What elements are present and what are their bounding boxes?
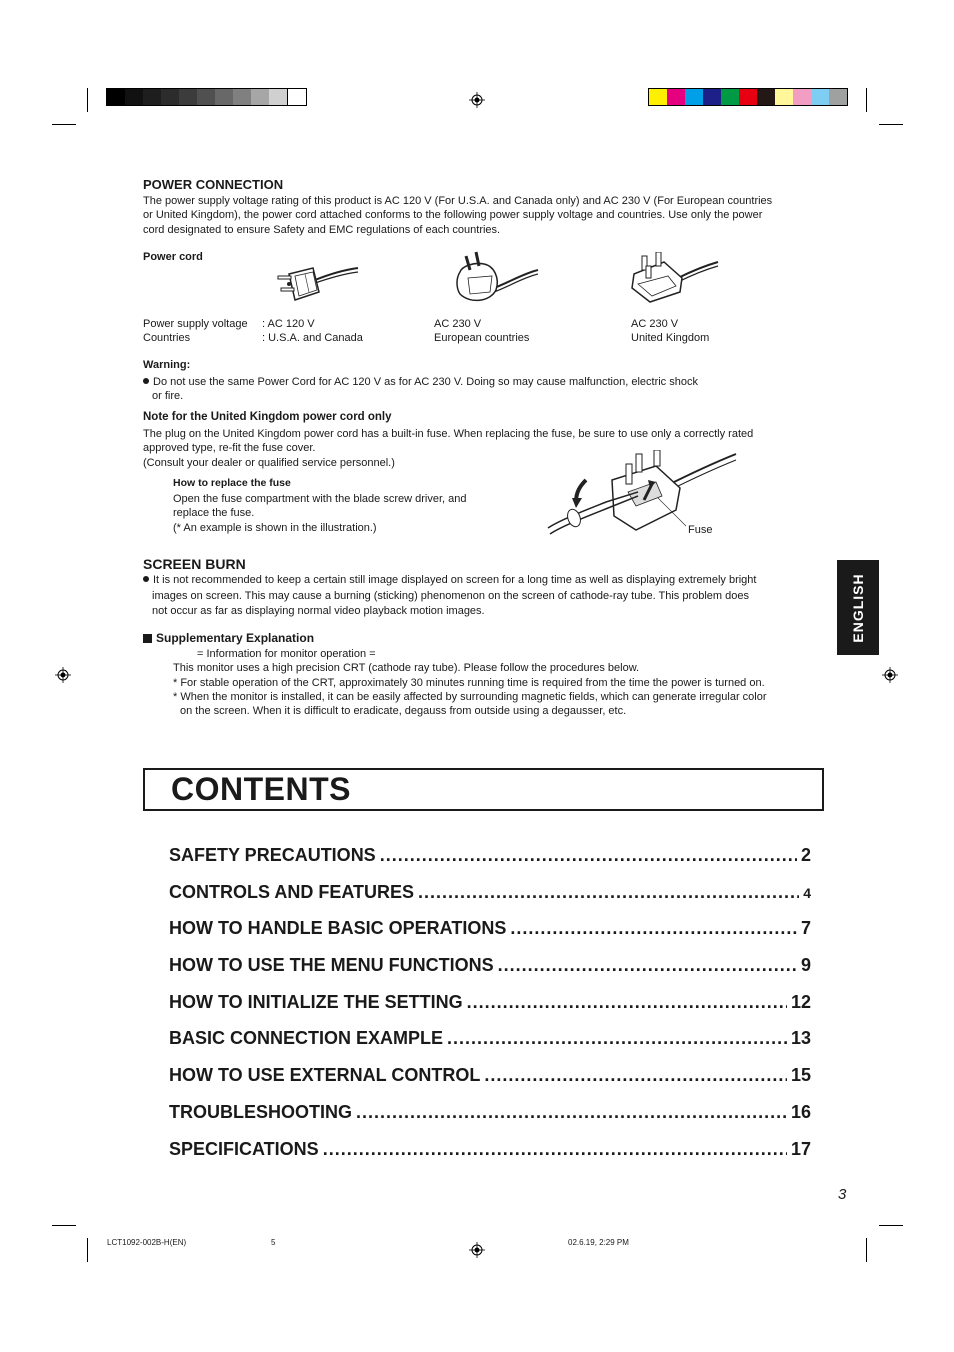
cord-eu-countries: European countries bbox=[434, 332, 530, 344]
cord-uk-voltage: AC 230 V bbox=[631, 318, 679, 330]
footer-timestamp: 02.6.19, 2:29 PM bbox=[568, 1238, 629, 1247]
toc-item[interactable]: HOW TO USE THE MENU FUNCTIONS ..... 9 bbox=[169, 955, 811, 976]
language-tab bbox=[837, 560, 879, 655]
cord-us-voltage: : AC 120 V bbox=[262, 318, 315, 330]
registration-mark-icon bbox=[469, 1242, 485, 1258]
eu-plug-icon bbox=[450, 248, 540, 306]
toc-item[interactable]: CONTROLS AND FEATURES ..... 4 bbox=[169, 882, 811, 903]
warning-text: Do not use the same Power Cord for AC 120 V as for AC 230 V. Doing so may cause malfunction, electric shock or fire. bbox=[143, 375, 833, 404]
crop-mark bbox=[866, 1238, 867, 1262]
registration-mark-icon bbox=[469, 92, 485, 108]
crop-mark bbox=[879, 1225, 903, 1226]
supplementary-heading: Supplementary Explanation bbox=[143, 631, 314, 645]
contents-title-box bbox=[143, 768, 824, 811]
toc-item[interactable]: HOW TO HANDLE BASIC OPERATIONS ..... 7 bbox=[169, 918, 811, 939]
crop-mark bbox=[87, 1238, 88, 1262]
color-scale-bar bbox=[648, 88, 848, 106]
toc-item[interactable]: SAFETY PRECAUTIONS ..... 2 bbox=[169, 845, 811, 866]
page-number: 3 bbox=[838, 1186, 847, 1203]
uk-plug-icon bbox=[628, 252, 720, 304]
registration-mark-icon bbox=[882, 667, 898, 683]
language-tab-label: ENGLISH bbox=[850, 572, 866, 643]
crop-mark bbox=[866, 88, 867, 112]
crop-mark bbox=[52, 124, 76, 125]
power-connection-heading: POWER CONNECTION bbox=[143, 177, 284, 192]
square-bullet-icon bbox=[143, 634, 152, 643]
warning-heading: Warning: bbox=[143, 359, 191, 371]
footer-sheet: 5 bbox=[271, 1238, 276, 1247]
countries-row-label: Countries bbox=[143, 332, 191, 344]
crop-mark bbox=[52, 1225, 76, 1226]
voltage-row-label: Power supply voltage bbox=[143, 318, 248, 330]
fuse-label: Fuse bbox=[688, 524, 713, 536]
uk-note-heading: Note for the United Kingdom power cord only bbox=[143, 411, 392, 423]
power-connection-intro: The power supply voltage rating of this product is AC 120 V (For U.S.A. and Canada only) and AC 230 V (For European countries or United Kingdom), the power cord attached conforms to the following power supply voltage and countries. Use only the power cord designated to ensure Safety and EMC regulations of each countries. bbox=[143, 195, 773, 236]
toc-item[interactable]: TROUBLESHOOTING ..... 16 bbox=[169, 1102, 811, 1123]
fuse-heading: How to replace the fuse bbox=[173, 477, 291, 489]
bullet-icon bbox=[143, 576, 149, 582]
toc-item[interactable]: HOW TO USE EXTERNAL CONTROL ..... 15 bbox=[169, 1065, 811, 1086]
cord-us-countries: : U.S.A. and Canada bbox=[262, 332, 363, 344]
supplementary-text: = Information for monitor operation = This monitor uses a high precision CRT (cathode ray tube). Please follow the procedures below. * For stable operation of the CRT, approximately 30 minutes running time is required from the time the power is turned on. * When the monitor is installed, it can be easily affected by surrounding magnetic fields, which can generate irregular color on the screen. When it is difficult to eradicate, degauss from outside using a degausser, etc. bbox=[173, 648, 767, 718]
bullet-icon bbox=[143, 378, 149, 384]
crop-mark bbox=[87, 88, 88, 112]
contents-title: CONTENTS bbox=[171, 771, 351, 807]
fuse-instructions: Open the fuse compartment with the blade screw driver, and replace the fuse. (* An example is shown in the illustration.) bbox=[173, 493, 467, 534]
toc-item[interactable]: HOW TO INITIALIZE THE SETTING ..... 12 bbox=[169, 992, 811, 1013]
footer-code: LCT1092-002B-H(EN) bbox=[107, 1238, 187, 1247]
cord-uk-countries: United Kingdom bbox=[631, 332, 710, 344]
registration-mark-icon bbox=[55, 667, 71, 683]
screen-burn-heading: SCREEN BURN bbox=[143, 556, 246, 572]
toc-item[interactable]: SPECIFICATIONS ..... 17 bbox=[169, 1139, 811, 1160]
gray-scale-bar bbox=[106, 88, 307, 106]
screen-burn-text: It is not recommended to keep a certain still image displayed on screen for a long time as well as displaying extremely bright images on screen. This may cause a burning (sticking) phenomenon on the screen of cathode-ray tube. This problem does not occur as far as displaying normal video playback motion images. bbox=[143, 573, 843, 620]
us-plug-icon bbox=[275, 262, 360, 307]
cord-eu-voltage: AC 230 V bbox=[434, 318, 482, 330]
toc-item[interactable]: BASIC CONNECTION EXAMPLE ..... 13 bbox=[169, 1028, 811, 1049]
crop-mark bbox=[879, 124, 903, 125]
uk-note-text: The plug on the United Kingdom power cord has a built-in fuse. When replacing the fuse, be sure to use only a correctly rated approved type, re-fit the fuse cover. (Consult your dealer or qualified service personnel.) bbox=[143, 428, 754, 469]
power-cord-label: Power cord bbox=[143, 251, 203, 263]
